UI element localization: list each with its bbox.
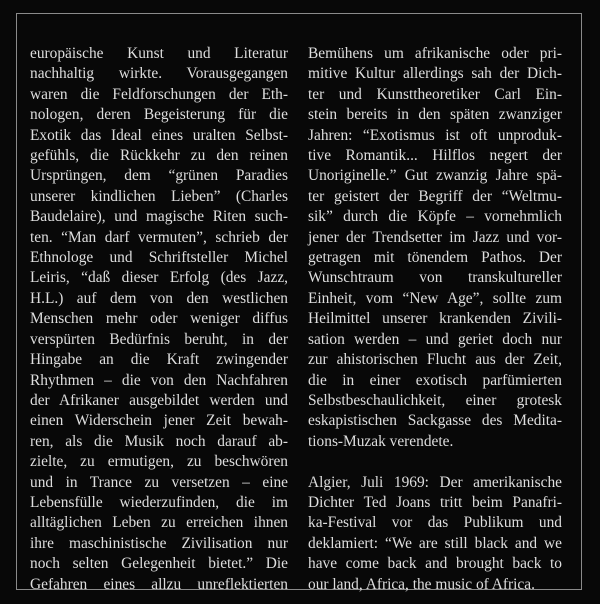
text-line: unserer kindlichen Lieben” (Charles [30, 187, 288, 205]
right-text-column [308, 44, 562, 595]
text-line: die in einer exotisch parfümierten [308, 371, 562, 389]
text-line: stein bereits in den späten zwanziger [308, 106, 562, 124]
text-line: verspürten Bedürfnis beruht, in der [30, 330, 288, 348]
text-line: mitive Kultur allerdings sah der Dich- [308, 65, 562, 83]
text-line: nachhaltig wirkte. Vorausgegangen [30, 65, 288, 83]
text-line: Einheit, vom “New Age”, sollte zum [308, 289, 562, 307]
text-line: Algier, Juli 1969: Der amerikanische [308, 473, 562, 491]
text-line: ren, als die Musik noch darauf ab- [30, 432, 288, 450]
text-line: alltäglichen Leben zu erreichen ihnen [30, 514, 288, 532]
text-line: deklamiert: “We are still black and we [308, 534, 562, 552]
text-line: Gefahren eines allzu unreflektierten [30, 575, 288, 593]
text-line: Hingabe an die Kraft zwingender [30, 351, 288, 369]
text-line: nologen, deren Begeisterung für die [30, 106, 288, 124]
text-line: Bemühens um afrikanische oder pri- [308, 45, 562, 62]
text-line: ter geistert der Begriff der “Weltmu- [308, 187, 562, 205]
text-line: Baudelaire), und magische Riten such- [30, 208, 288, 226]
text-line: ter und Kunsttheoretiker Carl Ein- [308, 85, 562, 103]
text-line: H.L.) auf dem von den westlichen [30, 289, 288, 307]
text-line: ihre maschinistische Zivilisation nur [30, 534, 288, 552]
text-line: und in Trance zu versetzen – eine [30, 473, 288, 491]
text-line: Leiris, “daß dieser Erfolg (des Jazz, [30, 269, 288, 287]
text-line: Dichter Ted Joans tritt beim Panafri- [308, 493, 562, 511]
text-line: Heilmittel unserer krankenden Zivili- [308, 310, 562, 328]
text-line: waren die Feldforschungen der Eth- [30, 85, 288, 103]
text-line: Wunschtraum von transkultureller [308, 269, 562, 287]
text-line: eskapistischen Sackgasse des Medita- [308, 412, 562, 430]
text-line: ten. “Man darf vermuten”, schrieb der [30, 228, 288, 246]
text-line: zur ahistorischen Flucht aus der Zeit, [308, 351, 562, 369]
text-line: zielte, zu ermutigen, zu beschwören [30, 453, 288, 471]
text-line: ka-Festival vor das Publikum und [308, 514, 562, 532]
text-line: Jahren: “Exotismus ist oft unproduk- [308, 126, 562, 144]
text-line: Unoriginelle.” Gut zwanzig Jahre spä- [308, 167, 562, 185]
text-line: gefühls, die Rückkehr zu den reinen [30, 147, 288, 165]
text-line: Lebensfülle wiederzufinden, die im [30, 493, 288, 511]
text-line: Ethnologe und Schriftsteller Michel [30, 249, 288, 267]
text-line: sik” durch die Köpfe – vornehmlich [308, 208, 562, 226]
text-line: getragen mit tönendem Pathos. Der [308, 249, 562, 267]
text-line: europäische Kunst und Literatur [30, 45, 288, 62]
text-line: sation werden – und geriet doch nur [308, 330, 562, 348]
text-line: der Afrikaner ausgebildet werden und [30, 391, 288, 409]
text-line: Selbstbeschaulichkeit, einer grotesk [308, 391, 562, 409]
text-line: have come back and brought back to [308, 555, 562, 573]
paragraph-gap [308, 452, 562, 472]
text-line: Menschen mehr oder weniger diffus [30, 310, 288, 328]
text-line: Rhythmen – die von den Nachfahren [30, 371, 288, 389]
text-line: our land, Africa, the music of Africa. [308, 575, 535, 593]
text-line: noch selten Gelegenheit bietet.” Die [30, 555, 288, 573]
text-line: jener der Trendsetter im Jazz und vor- [308, 228, 562, 246]
text-line: Exotik das Ideal eines uralten Selbst- [30, 126, 288, 144]
text-line: einen Widerschein jener Zeit bewah- [30, 412, 288, 430]
text-line: tions-Muzak verendete. [308, 432, 454, 450]
text-line: tive Romantik... Hilflos negert der [308, 147, 562, 165]
text-line: Ursprüngen, dem “grünen Paradies [30, 167, 288, 185]
left-text-column [30, 44, 288, 595]
